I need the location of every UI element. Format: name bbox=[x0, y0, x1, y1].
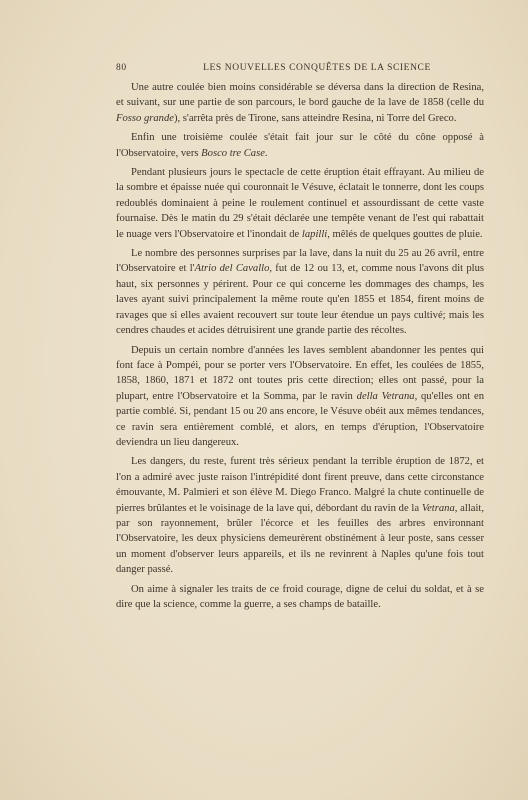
paragraph bbox=[116, 80, 484, 126]
italic-run: Fosso grande bbox=[116, 112, 174, 124]
italic-run: Bosco tre Case bbox=[201, 147, 265, 159]
running-title: LES NOUVELLES CONQUÊTES DE LA SCIENCE bbox=[203, 63, 431, 73]
paragraph bbox=[116, 130, 484, 161]
paragraph bbox=[116, 246, 484, 338]
italic-run: Vetrana bbox=[421, 502, 455, 514]
text-run: Pendant plusieurs jours le spectacle de cette éruption était effrayant. Au milieu de la sombre et épaisse nuée qui couronnait le Vésuve, éclatait le tonnerre, dont les coups redoublés dominaient à peine le roulement continuel et assourdissant de cette vaste fournaise. Dès le matin du 29 s'était déclarée une tempête venant de l'est qui rabattait le nuage vers l'Observatoire et l'inondait de bbox=[116, 167, 484, 240]
text-run: Une autre coulée bien moins considérable se déversa dans la direction de Resina, et suivant, sur une partie de son parcours, le bord gauche de la lave de 1858 (celle du bbox=[116, 82, 484, 109]
text-body bbox=[116, 80, 484, 616]
text-run: Depuis un certain nombre d'années les laves semblent abandonner les pentes qui font face à Pompéi, pour se porter vers l'Observatoire. En effet, les coulées de 1855, 1858, 1860, 1871 et 1872 ont toutes pris cette direction; elles ont passé, pour la plupart, entre l'Observatoire et la Somma, par le ravin bbox=[116, 344, 484, 402]
text-run: On aime à signaler les traits de ce froid courage, digne de celui du soldat, et à se dire que la science, comme la guerre, a ses champs de bataille. bbox=[116, 583, 484, 610]
paragraph bbox=[116, 165, 484, 242]
text-run: , qu'elles ont en partie comblé. Si, pendant 15 ou 20 ans encore, le Vésuve obéit aux mêmes tendances, ce ravin sera entièrement comblé, et alors, en temps d'éruption, l'Observatoire deviendra un lieu dangereux. bbox=[116, 390, 484, 448]
page-header bbox=[116, 63, 484, 73]
text-run: , mêlés de quelques gouttes de pluie. bbox=[327, 228, 483, 240]
paragraph bbox=[116, 454, 484, 577]
paragraph bbox=[116, 343, 484, 451]
italic-run: Atrio del Cavallo bbox=[194, 263, 270, 275]
text-run: Enfin une troisième coulée s'était fait jour sur le côté du cône opposé à l'Observatoire, vers bbox=[116, 132, 484, 159]
text-run: ), s'arrêta près de Tirone, sans atteindre Resina, ni Torre del Greco. bbox=[173, 112, 457, 124]
italic-run: della Vetrana bbox=[356, 390, 415, 402]
text-run: . bbox=[264, 147, 268, 159]
paragraph bbox=[116, 582, 484, 613]
text-run: Le nombre des personnes surprises par la lave, dans la nuit du 25 au 26 avril, entre l'Observatoire et l' bbox=[116, 248, 484, 275]
text-run: , fut de 12 ou 13, et, comme nous l'avons dit plus haut, six personnes y périrent. Pour ce qui concerne les dommages des champs, les laves ayant suivi principalement la même route qu'en 1855 et 1854, firent moins de ravages que si elles avaient recouvert sur toute leur étendue un pays cultivé; mais les cendres chaudes et acides détruisirent une grande partie des récoltes. bbox=[116, 263, 485, 337]
page-number: 80 bbox=[116, 63, 127, 73]
text-run: Les dangers, du reste, furent très sérieux pendant la terrible éruption de 1872, et l'on a admiré avec juste raison l'intrépidité dont firent preuve, dans cette circonstance émouvante, M. Palmieri et son élève M. Diego Franco. Malgré la chute continuelle de pierres brûlantes et le voisinage de la lave qui, débordant du ravin de la bbox=[116, 456, 484, 514]
italic-run: lapilli bbox=[301, 228, 328, 240]
text-run: , allait, par son rayonnement, brûler l'écorce et les feuilles des arbres environnant l'Observatoire, les deux physiciens demeurèrent obstinément à leur poste, sans cesser un moment d'observer leurs appareils, et ils ne revinrent à Naples qu'une fois tout danger passé. bbox=[116, 502, 484, 576]
